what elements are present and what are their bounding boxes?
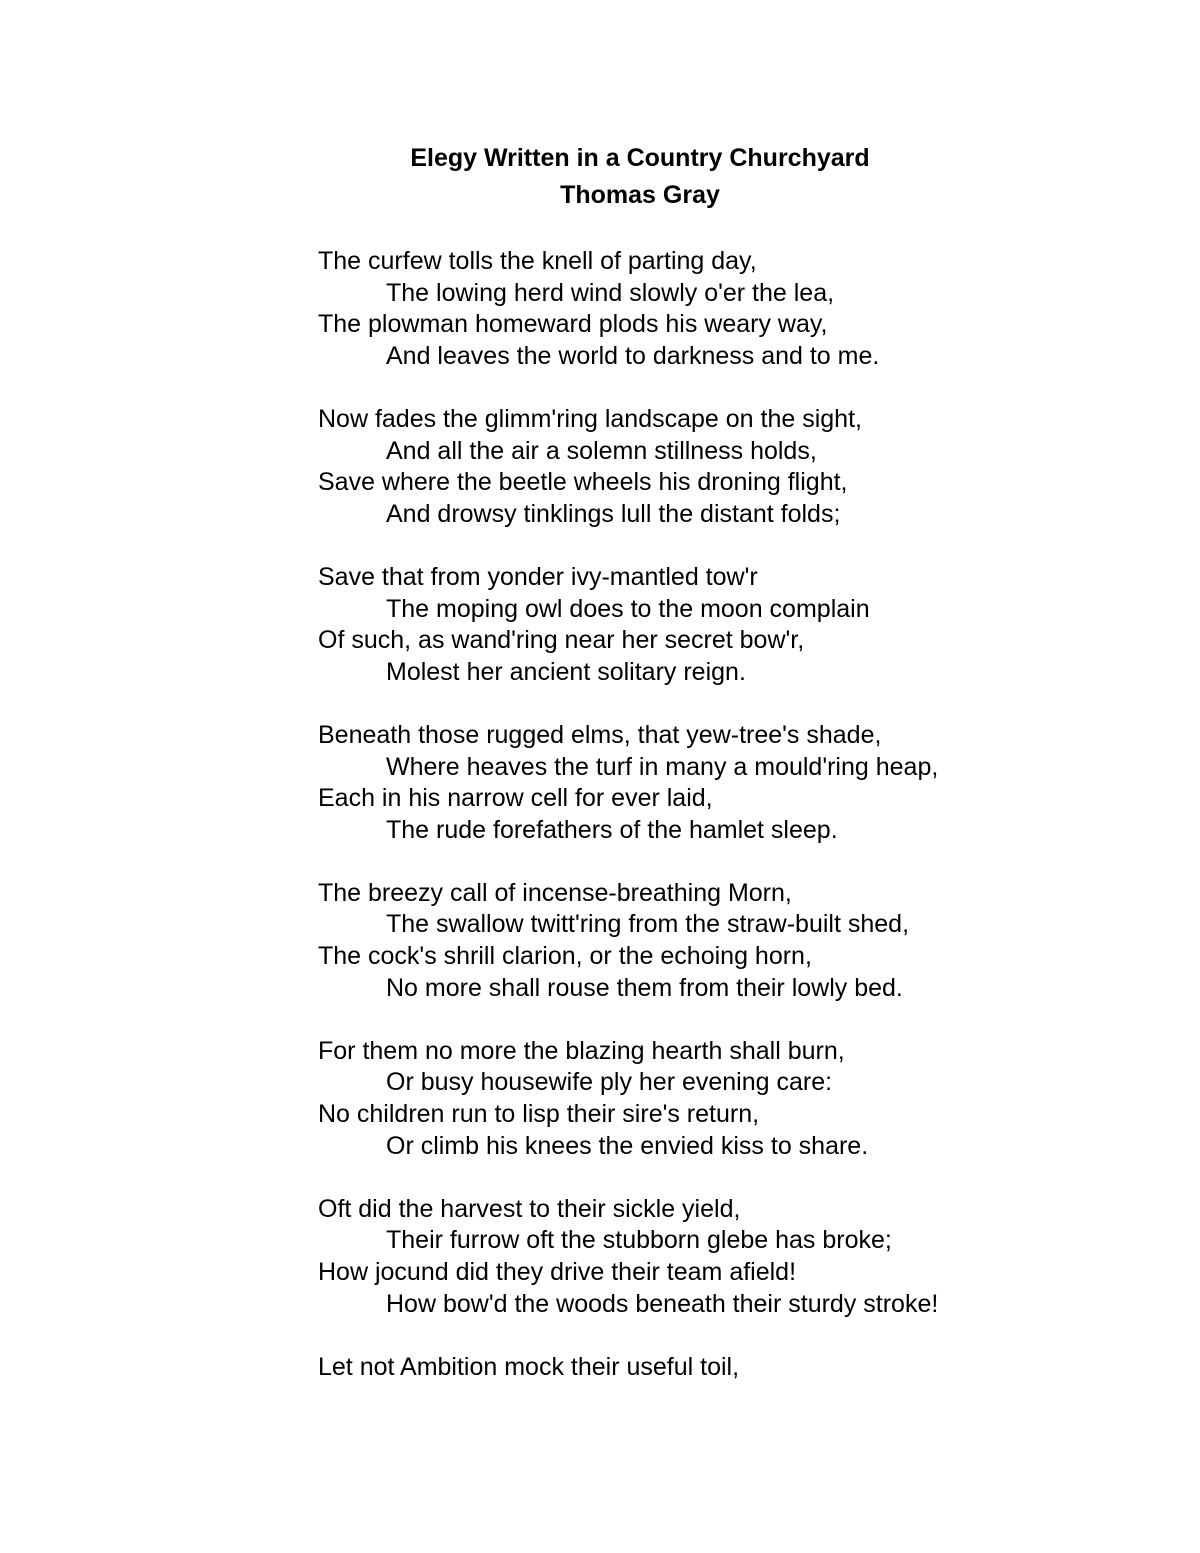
poem-line: Oft did the harvest to their sickle yield,	[318, 1194, 741, 1223]
poem-line: Save that from yonder ivy-mantled tow'r	[318, 562, 758, 591]
poem-line: Or climb his knees the envied kiss to share.	[386, 1131, 869, 1160]
poem-line: For them no more the blazing hearth shall burn,	[318, 1036, 845, 1065]
poem-line: The lowing herd wind slowly o'er the lea,	[386, 278, 835, 307]
poem-line: The plowman homeward plods his weary way,	[318, 310, 828, 339]
stanza-6	[318, 1036, 938, 1162]
poem-line: Let not Ambition mock their useful toil,	[318, 1352, 740, 1381]
poem-line: Of such, as wand'ring near her secret bow'r,	[318, 626, 805, 655]
poem-line: Beneath those rugged elms, that yew-tree's shade,	[318, 720, 882, 749]
poem-line: How jocund did they drive their team afield!	[318, 1258, 797, 1286]
stanza-1	[318, 246, 938, 372]
title-block	[0, 140, 1200, 214]
stanza-8	[318, 1352, 938, 1384]
poem-line: Where heaves the turf in many a mould'ring heap,	[386, 752, 939, 781]
poem-line: Molest her ancient solitary reign.	[386, 657, 746, 686]
poem-line: The swallow twitt'ring from the straw-built shed,	[386, 910, 910, 939]
poem-line: The rude forefathers of the hamlet sleep.	[386, 815, 838, 844]
poem-line: No children run to lisp their sire's return,	[318, 1100, 760, 1129]
poem-line: How bow'd the woods beneath their sturdy stroke!	[386, 1289, 939, 1318]
poem-line: The moping owl does to the moon complain	[386, 594, 870, 623]
stanza-5	[318, 878, 938, 1004]
poem-author: Thomas Gray	[560, 181, 720, 209]
poem-line: And drowsy tinklings lull the distant folds;	[386, 499, 841, 528]
stanza-7	[318, 1194, 938, 1320]
stanza-2	[318, 404, 938, 530]
poem-line: The cock's shrill clarion, or the echoing horn,	[318, 942, 812, 971]
stanza-3	[318, 562, 938, 688]
poem-body	[318, 246, 938, 1415]
poem-line: The breezy call of incense-breathing Morn,	[318, 878, 792, 907]
poem-line: Now fades the glimm'ring landscape on the sight,	[318, 404, 862, 433]
poem-line: And all the air a solemn stillness holds,	[386, 436, 817, 465]
poem-title: Elegy Written in a Country Churchyard	[410, 144, 870, 172]
poem-line: Each in his narrow cell for ever laid,	[318, 784, 713, 813]
poem-line: The curfew tolls the knell of parting day,	[318, 247, 757, 275]
poem-line: And leaves the world to darkness and to me.	[386, 341, 880, 370]
poem-line: Their furrow oft the stubborn glebe has broke;	[386, 1226, 892, 1255]
poem-line: No more shall rouse them from their lowly bed.	[386, 973, 903, 1002]
poem-line: Save where the beetle wheels his droning flight,	[318, 468, 848, 497]
stanza-4	[318, 720, 938, 846]
poem-line: Or busy housewife ply her evening care:	[386, 1068, 833, 1097]
